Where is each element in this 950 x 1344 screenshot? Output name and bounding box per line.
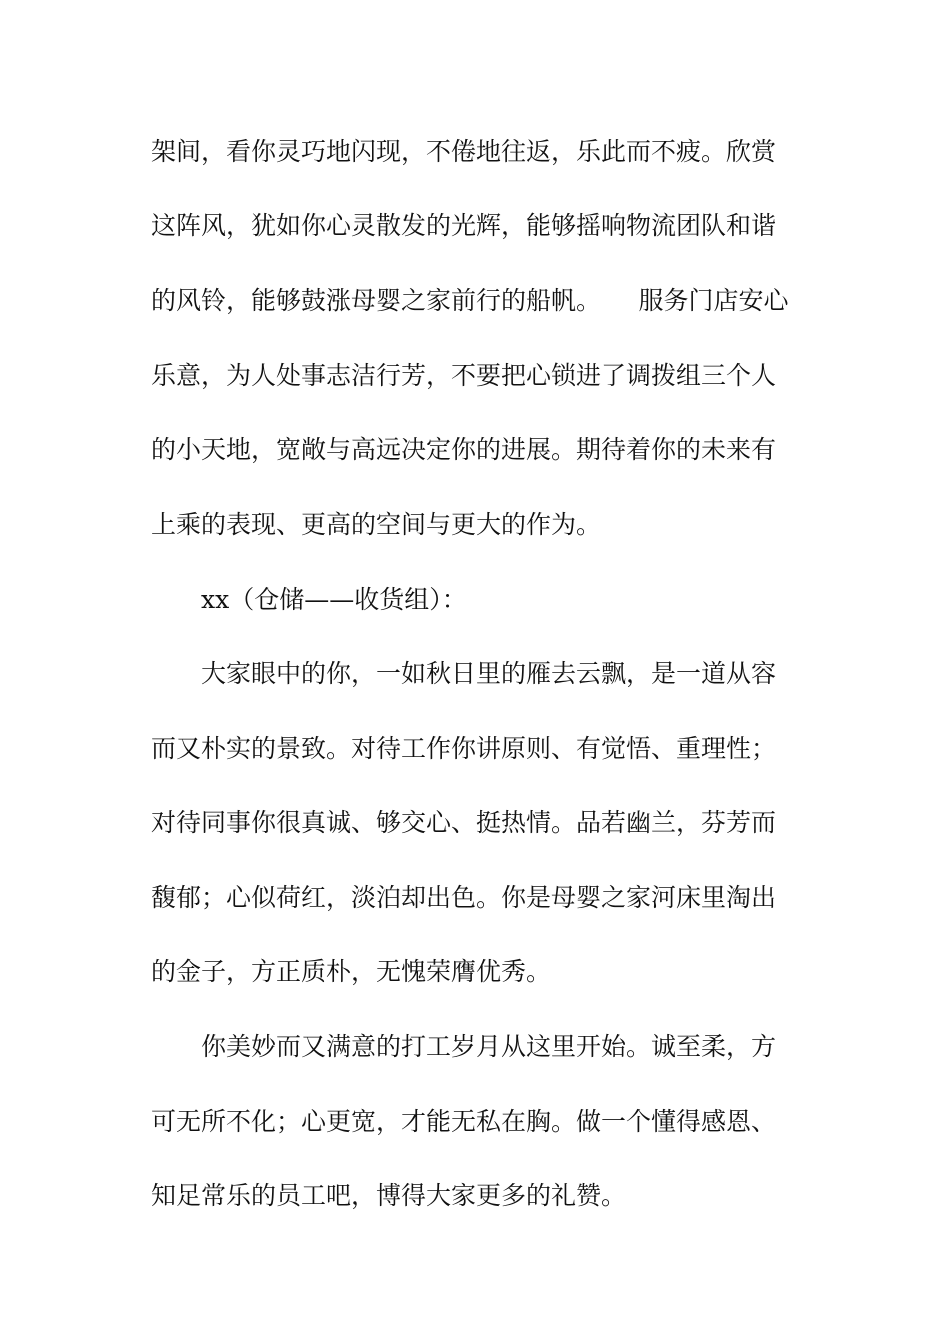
text-line: 知足常乐的员工吧，博得大家更多的礼赞。 [151,1181,627,1210]
paragraph-start: 你美妙而又满意的打工岁月从这里开始。诚至柔，方 [201,1032,777,1061]
paragraph-start: 大家眼中的你，一如秋日里的雁去云飘，是一道从容 [201,659,777,688]
text-line: 可无所不化；心更宽，才能无私在胸。做一个懂得感恩、 [151,1107,777,1136]
text-line: 上乘的表现、更高的空间与更大的作为。 [151,510,602,539]
text-line: 的小天地，宽敞与高远决定你的进展。期待着你的未来有 [151,435,777,464]
text-line: 乐意，为人处事志洁行芳，不要把心锁进了调拨组三个人 [151,361,777,390]
text-line: 而又朴实的景致。对待工作你讲原则、有觉悟、重理性； [151,734,777,763]
text-line: 这阵风，犹如你心灵散发的光辉，能够摇响物流团队和谐 [151,211,777,240]
text-line: 的金子，方正质朴，无愧荣膺优秀。 [151,957,552,986]
section-heading: xx（仓储——收货组）： [201,585,467,614]
text-line: 的风铃，能够鼓涨母婴之家前行的船帆。 服务门店安心 [151,286,789,315]
text-line: 馥郁；心似荷红，淡泊却出色。你是母婴之家河床里淘出 [151,883,777,912]
text-line: 架间，看你灵巧地闪现，不倦地往返，乐此而不疲。欣赏 [151,137,777,166]
text-line: 对待同事你很真诚、够交心、挺热情。品若幽兰，芬芳而 [151,808,777,837]
